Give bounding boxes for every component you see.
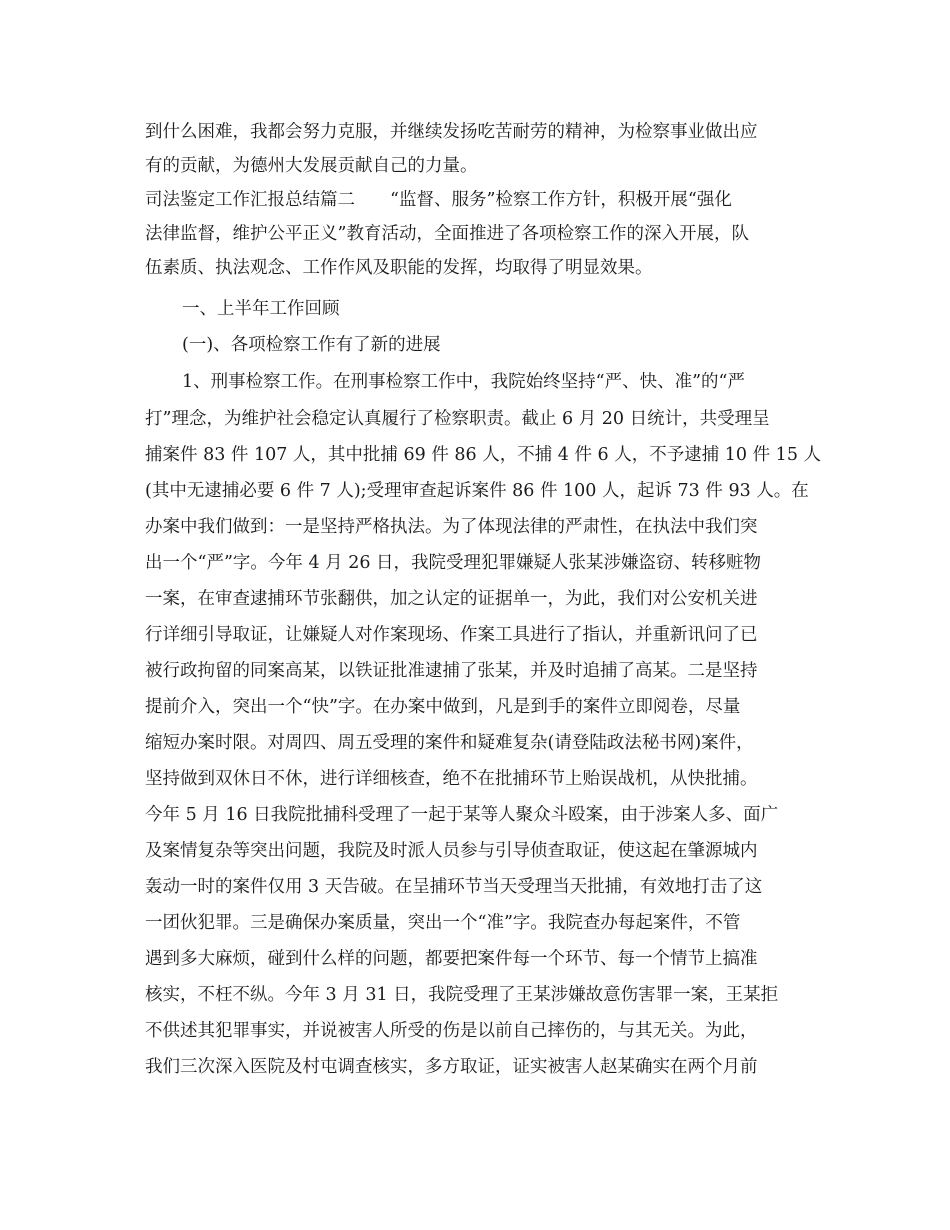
text-line: 及案情复杂等突出问题，我院及时派人员参与引导侦查取证，使这起在肇源城内 — [145, 841, 758, 861]
text-line: 今年 5 月 16 日我院批捕科受理了一起于某等人聚众斗殴案，由于涉案人多、面广 — [145, 805, 779, 825]
text-line: 缩短办案时限。对周四、周五受理的案件和疑难复杂(请登陆政法秘书网)案件， — [145, 733, 754, 753]
text-line: 遇到多大麻烦，碰到什么样的问题，都要把案件每一个环节、每一个情节上搞准 — [145, 949, 758, 969]
text-line: 核实，不枉不纵。今年 3 月 31 日，我院受理了王某涉嫌故意伤害罪一案，王某拒 — [145, 985, 779, 1005]
text-line: 打”理念，为维护社会稳定认真履行了检察职责。截止 6 月 20 日统计，共受理呈 — [145, 409, 770, 429]
text-line: 司法鉴定工作汇报总结篇二 “监督、服务”检察工作方针，积极开展“强化 — [145, 190, 732, 210]
text-line: (其中无逮捕必要 6 件 7 人);受理审查起诉案件 86 件 100 人，起诉 73 件 93 人。在 — [145, 481, 809, 501]
text-line: 我们三次深入医院及村屯调查核实，多方取证，证实被害人赵某确实在两个月前 — [145, 1057, 758, 1077]
text-line: 办案中我们做到：一是坚持严格执法。为了体现法律的严肃性，在执法中我们突 — [145, 517, 758, 537]
text-line: 坚持做到双休日不休，进行详细核查，绝不在批捕环节上贻误战机，从快批捕。 — [145, 769, 758, 789]
text-line: 一团伙犯罪。三是确保办案质量，突出一个“准”字。我院查办每起案件，不管 — [145, 913, 741, 933]
text-line: 提前介入，突出一个“快”字。在办案中做到，凡是到手的案件立即阅卷，尽量 — [145, 697, 741, 717]
text-line: 行详细引导取证，让嫌疑人对作案现场、作案工具进行了指认，并重新讯问了已 — [145, 625, 758, 645]
text-line: 1、刑事检察工作。在刑事检察工作中，我院始终坚持“严、快、准”的“严 — [182, 372, 745, 392]
text-line: 出一个“严”字。今年 4 月 26 日，我院受理犯罪嫌疑人张某涉嫌盗窃、转移赃物 — [145, 553, 762, 573]
text-line: 一案，在审查逮捕环节张翻供，加之认定的证据单一，为此，我们对公安机关进 — [145, 589, 758, 609]
text-line: 伍素质、执法观念、工作作风及职能的发挥，均取得了明显效果。 — [145, 258, 653, 278]
section-heading: 一、上半年工作回顾 — [182, 299, 340, 319]
subsection-heading: (一)、各项检察工作有了新的进展 — [182, 335, 441, 355]
text-line: 被行政拘留的同案高某，以铁证批准逮捕了张某，并及时追捕了高某。二是坚持 — [145, 661, 758, 681]
text-line: 轰动一时的案件仅用 3 天告破。在呈捕环节当天受理当天批捕，有效地打击了这 — [145, 877, 763, 897]
text-line: 不供述其犯罪事实，并说被害人所受的伤是以前自己摔伤的，与其无关。为此， — [145, 1021, 758, 1041]
text-line: 到什么困难，我都会努力克服，并继续发扬吃苦耐劳的精神，为检察事业做出应 — [145, 122, 758, 142]
text-line: 捕案件 83 件 107 人，其中批捕 69 件 86 人，不捕 4 件 6 人，不予逮捕 10 件 15 人 — [145, 445, 822, 465]
text-line: 法律监督，维护公平正义”教育活动，全面推进了各项检察工作的深入开展，队 — [145, 224, 749, 244]
text-line: 有的贡献，为德州大发展贡献自己的力量。 — [145, 156, 478, 176]
